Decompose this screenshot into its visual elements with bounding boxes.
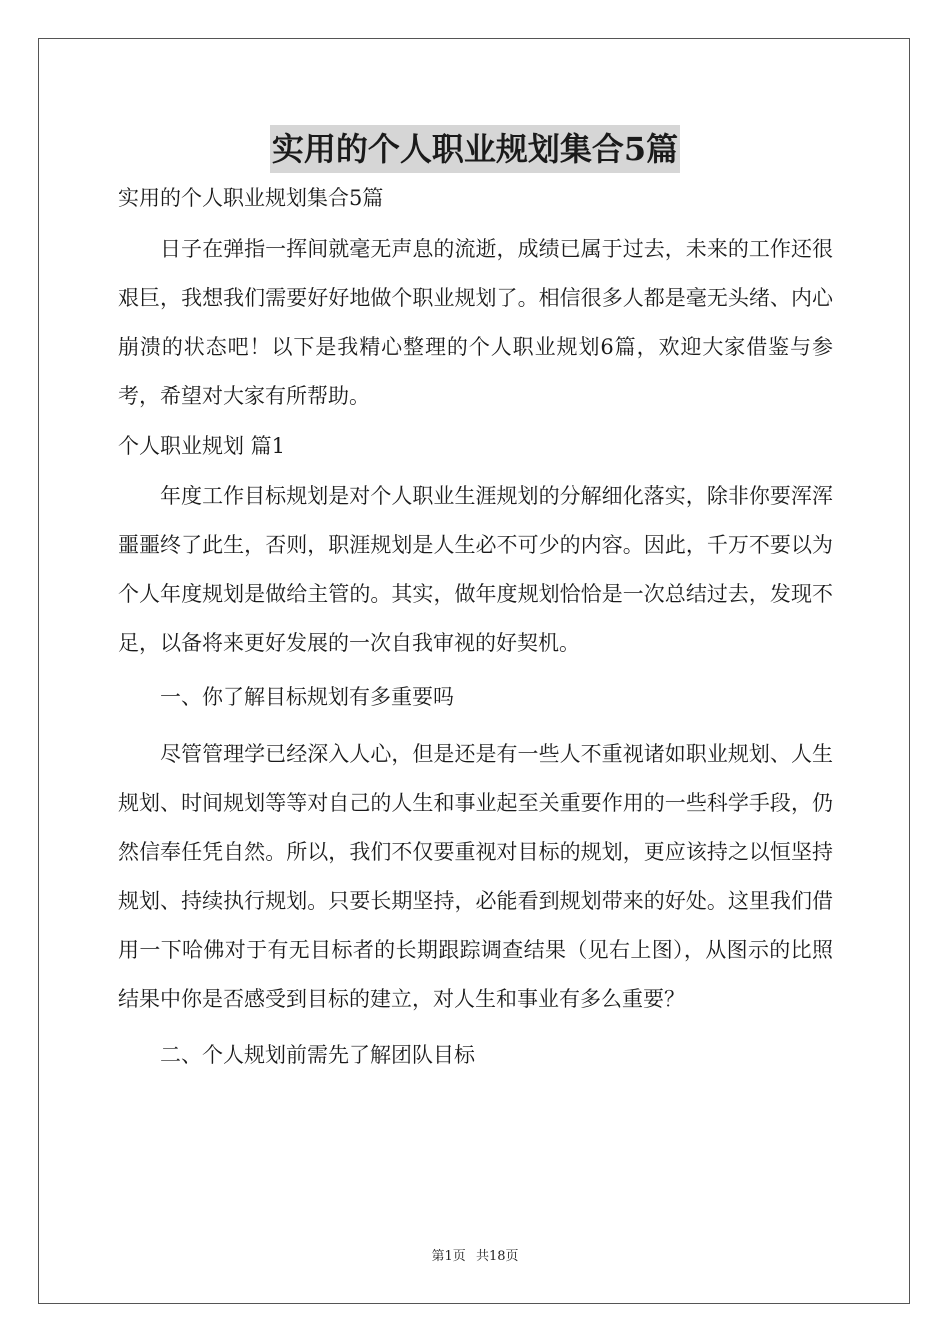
point-one-paragraph: 尽管管理学已经深入人心，但是还是有一些人不重视诸如职业规划、人生规划、时间规划等等对自己的人生和事业起至关重要作用的一些科学手段，仍然信奉任凭自然。所以，我们不仅要重视对目标的规划，更应该持之以恒坚持规划、持续执行规划。只要长期坚持，必能看到规划带来的好处。这里我们借用一下哈佛对于有无目标者的长期跟踪调查结果（见右上图），从图示的比照结果中你是否感受到目标的建立，对人生和事业有多么重要？	[118, 742, 833, 1011]
document-body	[118, 180, 833, 1080]
point-one-heading: 一、你了解目标规划有多重要吗	[160, 685, 454, 709]
title-container	[0, 125, 950, 173]
page-footer	[0, 1248, 950, 1266]
document-title: 实用的个人职业规划集合5篇	[270, 125, 680, 173]
page-total: 共18页	[475, 1249, 519, 1264]
intro-paragraph: 日子在弹指一挥间就毫无声息的流逝，成绩已属于过去，未来的工作还很艰巨，我想我们需要好好地做个职业规划了。相信很多人都是毫无头绪、内心崩溃的状态吧！以下是我精心整理的个人职业规划6篇，欢迎大家借鉴与参考，希望对大家有所帮助。	[118, 237, 833, 408]
section-paragraph: 年度工作目标规划是对个人职业生涯规划的分解细化落实，除非你要浑浑噩噩终了此生，否则，职涯规划是人生必不可少的内容。因此，千万不要以为个人年度规划是做给主管的。其实，做年度规划恰恰是一次总结过去，发现不足，以备将来更好发展的一次自我审视的好契机。	[118, 484, 833, 655]
point-two-heading: 二、个人规划前需先了解团队目标	[160, 1043, 475, 1067]
document-subtitle: 实用的个人职业规划集合5篇	[118, 186, 384, 210]
page-number: 第1页	[431, 1249, 466, 1264]
section-heading: 个人职业规划 篇1	[118, 434, 286, 458]
